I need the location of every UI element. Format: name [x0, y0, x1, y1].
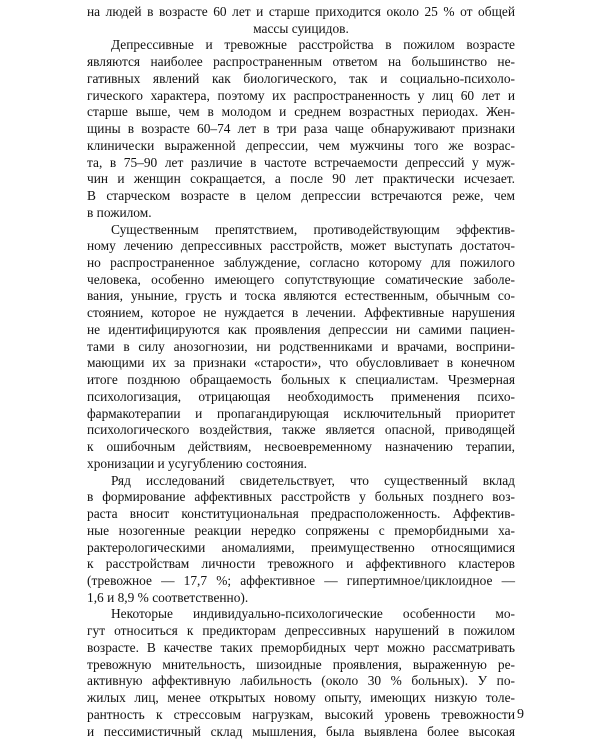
text-line: В старческом возрасте в целом депрессии встречаются реже, чем — [87, 188, 515, 204]
text-line: раста вносит конституциональная предрасположенность. Аффектив- — [87, 506, 515, 522]
text-line: гативных явлений как биологического, так и социально-психоло- — [87, 70, 515, 86]
paragraph-start-line: Существенным препятствием, противодействующим эффектив- — [111, 221, 515, 237]
text-line: (тревожное — 17,7 %; аффективное — гипертимное/циклоидное — — [87, 572, 515, 588]
text-line: ному лечению депрессивных расстройств, может выступать достаточ- — [87, 238, 515, 254]
paragraph-start-line: Некоторые индивидуально-психологические особенности мо- — [111, 606, 515, 622]
paragraph-start-line: Депрессивные и тревожные расстройства в пожилом возрасте — [111, 37, 515, 53]
text-line: и пессимистичный склад мышления, была выявлена более высокая — [87, 723, 515, 739]
text-line: рактерологическими аномалиями, преимущественно относящимися — [87, 539, 515, 555]
text-line: рантность к стрессовым нагрузкам, высокий уровень тревожности — [87, 706, 515, 722]
text-line: человека, особенно имеющего сопутствующие соматические заболе- — [87, 271, 515, 287]
paragraph-start-line: Ряд исследований свидетельствует, что существенный вклад — [111, 472, 515, 488]
text-line: гут относиться к предикторам депрессивных нарушений в пожилом — [87, 623, 515, 639]
book-page — [87, 4, 515, 740]
text-line: вания, уныние, грусть и тоска являются естественным, обычным со- — [87, 288, 515, 304]
text-line: тревожную мнительность, шизоидные проявления, выраженную ре- — [87, 656, 515, 672]
text-line: старше выше, чем в молодом и среднем возрастных периодах. Жен- — [87, 104, 515, 120]
text-line: стоянием, которое не нуждается в лечении. Аффективные нарушения — [87, 305, 515, 321]
text-line: ные нозогенные реакции нередко сопряжены с преморбидными ха- — [87, 522, 515, 538]
page-number: 9 — [517, 707, 524, 722]
text-line: являются наиболее распространенным ответом на большинство не- — [87, 54, 515, 70]
text-line: массы суицидов. — [253, 20, 349, 36]
text-line: тами в силу анозогнозии, ни родственниками и врачами, восприни- — [87, 338, 515, 354]
text-line: к ошибочным действиям, несвоевременному назначению терапии, — [87, 439, 515, 455]
text-line: психологизация, отрицающая необходимость применения психо- — [87, 388, 515, 404]
text-line: к расстройствам личности тревожного и аффективного кластеров — [87, 556, 515, 572]
text-line: не идентифицируются как проявления депрессии ни самими пациен- — [87, 321, 515, 337]
text-line: жилых лиц, менее открытых новому опыту, имеющих низкую толе- — [87, 690, 515, 706]
text-line: возрасте. В качестве таких преморбидных черт можно рассматривать — [87, 639, 515, 655]
text-line: мающими их за признаки «старости», что обусловливает в конечном — [87, 355, 515, 371]
text-line: щины в возрасте 60–74 лет в три раза чаще обнаруживают признаки — [87, 121, 515, 137]
text-line: чин и женщин сокращается, а после 90 лет практически исчезает. — [87, 171, 515, 187]
text-line: фармакотерапии и пропагандирующая исключительный приоритет — [87, 405, 515, 421]
text-line: в пожилом. — [87, 204, 152, 220]
text-line: гического характера, поэтому их распространенность у лиц 60 лет и — [87, 87, 515, 103]
text-line: на людей в возрасте 60 лет и старше приходится около 25 % от общей — [87, 4, 515, 19]
text-line: 1,6 и 8,9 % соответственно). — [87, 589, 249, 605]
text-line: активную аффективную лабильность (около 30 % больных). У по- — [87, 673, 515, 689]
text-line: та, в 75–90 лет различие в частоте встречаемости депрессий у муж- — [87, 154, 515, 170]
text-line: итоге позднюю обращаемость больных к специалистам. Чрезмерная — [87, 372, 515, 388]
text-line: хронизации и усугублению состояния. — [87, 455, 307, 471]
text-line: в формирование аффективных расстройств у больных позднего воз- — [87, 489, 515, 505]
text-line: психологического воздействия, также является опасной, приводящей — [87, 422, 515, 438]
text-line: клинически выраженной депрессии, чем мужчины того же возрас- — [87, 137, 515, 153]
text-line: но распространенное заблуждение, согласно которому для пожилого — [87, 255, 515, 271]
